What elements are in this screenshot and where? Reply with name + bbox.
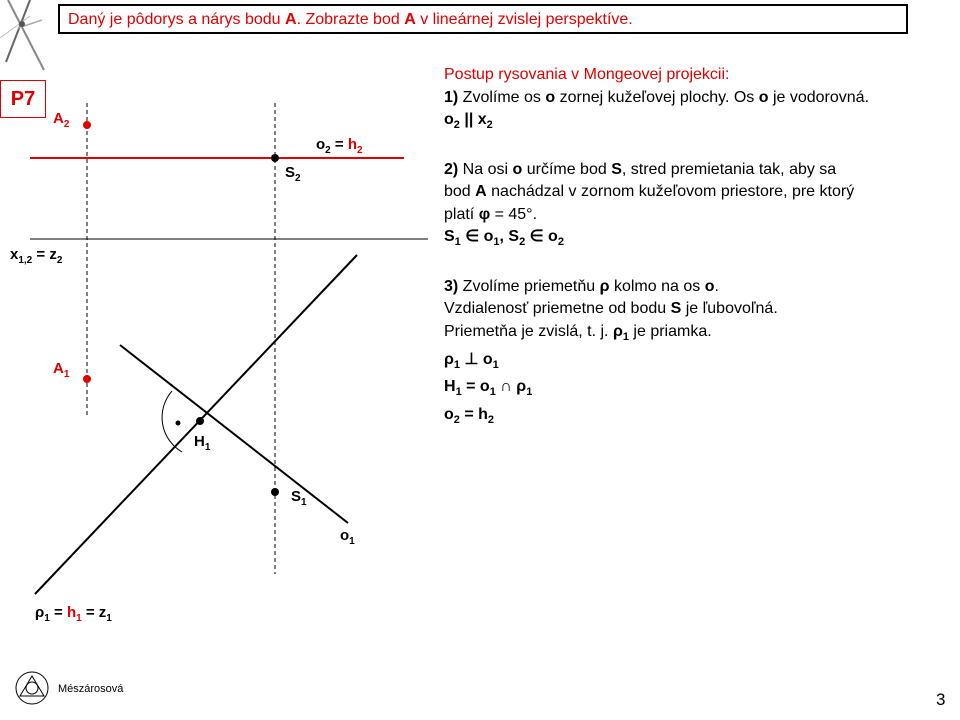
step-2-line3: platí φ = 45°. xyxy=(444,205,538,223)
relation-H1: $H_1 = o_1$ ∩ $\rho_1$ xyxy=(444,378,533,399)
point-H1 xyxy=(196,417,204,425)
step-3-line2: Vzdialenosť priemetne od bodu S je ľubovoľná. xyxy=(444,300,778,318)
procedure-heading: Postup rysovania v Mongeovej projekcii: xyxy=(444,66,730,83)
point-S1 xyxy=(271,488,279,496)
label-S2: $S_2$ xyxy=(285,164,301,184)
label-x12-z2: $x_{1,2} = z_2$ xyxy=(10,246,63,266)
line-o1 xyxy=(120,345,348,523)
point-A2 xyxy=(83,121,91,129)
problem-badge: P7 xyxy=(0,80,46,118)
page-number: 3 xyxy=(936,690,946,709)
step-2-text: 2) Na osi o určíme bod S, stred premietania tak, aby sa xyxy=(444,160,837,178)
label-o2-h2: $o_2 = h_2$ xyxy=(316,136,363,156)
label-S1: $S_1$ xyxy=(291,488,307,508)
label-o1: $o_1$ xyxy=(340,527,355,547)
right-angle-dot xyxy=(176,421,181,426)
relation-rho1-perp-o1: $\rho_1$ ⊥ $o_1$ xyxy=(444,350,499,371)
step-1-text: 1) Zvolíme os o zornej kužeľovej plochy. Os o je vodorovná. xyxy=(444,88,870,106)
label-H1: $H_1$ xyxy=(194,433,211,453)
step-2-relation: $S_1$ ∈ $o_1$, $S_2$ ∈ $o_2$ xyxy=(444,228,564,249)
label-rho1-h1-z1: $\rho_1 = h_1 = z_1$ xyxy=(35,604,112,624)
line-rho1 xyxy=(35,255,357,594)
label-A1: $A_1$ xyxy=(53,360,70,380)
author-logo-icon xyxy=(14,670,50,706)
label-A2: $A_2$ xyxy=(53,110,70,130)
author-name: Mészárosová xyxy=(58,683,124,695)
point-A1 xyxy=(83,375,91,383)
relation-o2-h2: $o_2 = h_2$ xyxy=(444,405,495,427)
point-S2 xyxy=(271,154,279,162)
procedure-text xyxy=(444,64,954,432)
step-1-relation: $o_2$ || $x_2$ xyxy=(444,111,493,132)
task-statement: Daný je pôdorys a nárys bodu A. Zobrazte bod A v lineárnej zvislej perspektíve. xyxy=(58,4,908,34)
step-3-line3: Priemetňa je zvislá, t. j. $\rho_1$ je priamka. xyxy=(444,322,712,344)
step-2-line2: bod A nachádzal v zornom kužeľovom priestore, pre ktorý xyxy=(444,183,855,201)
step-3-text: 3) Zvolíme priemetňu ρ kolmo na os o. xyxy=(444,277,719,295)
